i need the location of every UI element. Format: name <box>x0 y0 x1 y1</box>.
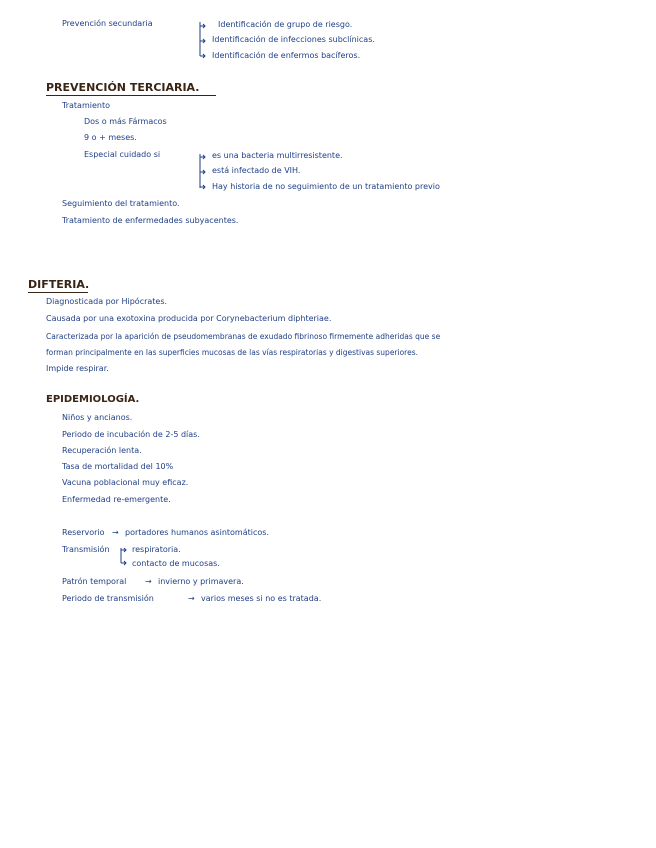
list-item: Dos o más Fármacos <box>84 117 167 126</box>
paragraph-line: forman principalmente en las superficies mucosas de las vías respiratorias y digestivas superiores. <box>46 348 419 357</box>
list-item: respiratoria. <box>132 545 181 554</box>
list-item: Periodo de incubación de 2-5 días. <box>62 430 200 439</box>
list-item: 9 o + meses. <box>84 133 137 142</box>
title-underline <box>28 292 88 293</box>
list-item: Niños y ancianos. <box>62 413 133 422</box>
list-item: Seguimiento del tratamiento. <box>62 199 180 208</box>
paragraph-line: Caracterizada por la aparición de pseudomembranas de exudado fibrinoso firmemente adheridas que se <box>46 332 441 341</box>
section-title-prevencion-terciaria: PREVENCIÓN TERCIARIA. <box>46 81 200 94</box>
list-item: Identificación de infecciones subclínicas. <box>212 35 375 44</box>
reservorio-label: Reservorio <box>62 528 105 537</box>
branch-arrows-icon <box>194 152 206 192</box>
tratamiento-label: Tratamiento <box>62 101 110 110</box>
patron-value: invierno y primavera. <box>158 577 244 586</box>
section-title-epidemiologia: EPIDEMIOLOGÍA. <box>46 394 140 405</box>
list-item: Tasa de mortalidad del 10% <box>62 462 174 471</box>
list-item: Identificación de enfermos bacíferos. <box>212 51 361 60</box>
paragraph-line: Impide respirar. <box>46 364 109 373</box>
periodo-label: Periodo de transmisión <box>62 594 154 603</box>
title-underline <box>46 95 216 96</box>
reservorio-value: portadores humanos asintomáticos. <box>125 528 269 537</box>
especial-cuidado-label: Especial cuidado si <box>84 150 161 159</box>
list-item: Enfermedad re-emergente. <box>62 495 171 504</box>
list-item: Recuperación lenta. <box>62 446 142 455</box>
patron-label: Patrón temporal <box>62 577 127 586</box>
list-item: Hay historia de no seguimiento de un tratamiento previo <box>212 182 440 191</box>
section-title-difteria: DIFTERIA. <box>28 278 90 291</box>
list-item: Identificación de grupo de riesgo. <box>218 20 353 29</box>
paragraph-line: Diagnosticada por Hipócrates. <box>46 297 168 306</box>
arrow-right-icon: → <box>188 594 195 603</box>
paragraph-line: Causada por una exotoxina producida por Corynebacterium diphteriae. <box>46 314 332 323</box>
list-item: es una bacteria multirresistente. <box>212 151 343 160</box>
arrow-right-icon: → <box>145 577 152 586</box>
periodo-value: varios meses si no es tratada. <box>201 594 322 603</box>
arrow-right-icon: → <box>112 528 119 537</box>
branch-arrows-icon <box>116 546 128 568</box>
list-item: está infectado de VIH. <box>212 166 301 175</box>
list-item: contacto de mucosas. <box>132 559 220 568</box>
branch-arrows-icon <box>194 20 206 60</box>
list-item: Tratamiento de enfermedades subyacentes. <box>62 216 239 225</box>
list-item: Vacuna poblacional muy eficaz. <box>62 478 189 487</box>
transmision-label: Transmisión <box>62 545 110 554</box>
prevencion-secundaria-label: Prevención secundaria <box>62 19 153 28</box>
